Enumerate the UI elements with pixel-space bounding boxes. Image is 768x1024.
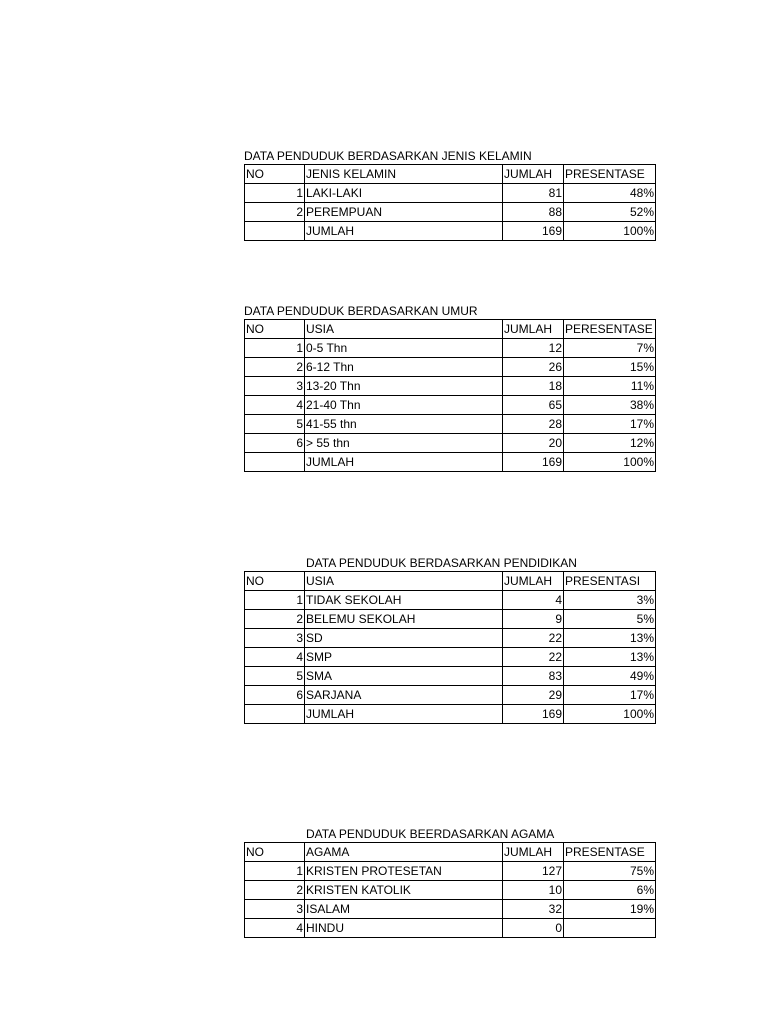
data-table [244,842,656,938]
table-cell: 2 [245,610,305,629]
data-table [244,164,656,241]
table-section-gender [244,149,655,241]
table-cell: 6% [564,881,656,900]
table-cell: SD [305,629,503,648]
table-row [245,222,656,241]
table-cell: JUMLAH [305,453,503,472]
table-cell: 2 [245,358,305,377]
table-cell: 6-12 Thn [305,358,503,377]
table-cell: 1 [245,591,305,610]
table-cell: 3 [245,629,305,648]
table-cell: SMA [305,667,503,686]
table-title: DATA PENDUDUK BERDASARKAN JENIS KELAMIN [244,149,532,163]
header-cell: USIA [305,572,503,591]
table-cell: 4 [503,591,564,610]
table-header-row [245,320,656,339]
table-cell: 2 [245,203,305,222]
table-cell: 4 [245,396,305,415]
header-cell: PRESENTASE [564,165,656,184]
data-table [244,319,656,472]
table-row [245,686,656,705]
table-row [245,705,656,724]
table-cell: 3 [245,377,305,396]
table-cell [564,919,656,938]
table-cell: 5% [564,610,656,629]
table-cell: 7% [564,339,656,358]
table-cell: 0 [503,919,564,938]
table-cell: 10 [503,881,564,900]
header-cell: JUMLAH [503,165,564,184]
table-cell: > 55 thn [305,434,503,453]
table-row [245,591,656,610]
table-cell: 1 [245,184,305,203]
table-row [245,629,656,648]
table-cell: 48% [564,184,656,203]
table-cell: 13% [564,629,656,648]
table-cell: 5 [245,415,305,434]
table-row [245,453,656,472]
table-cell: 1 [245,862,305,881]
table-cell: 5 [245,667,305,686]
table-header-row [245,843,656,862]
table-cell: 22 [503,629,564,648]
header-cell: PRESENTASI [564,572,656,591]
data-table [244,571,656,724]
header-cell: NO [245,572,305,591]
table-row [245,919,656,938]
table-cell: KRISTEN KATOLIK [305,881,503,900]
table-row [245,610,656,629]
table-section-education [244,556,655,724]
table-cell: SARJANA [305,686,503,705]
header-cell: JUMLAH [503,843,564,862]
table-cell: LAKI-LAKI [305,184,503,203]
table-cell: 2 [245,881,305,900]
table-cell: 21-40 Thn [305,396,503,415]
table-cell: KRISTEN PROTESETAN [305,862,503,881]
table-cell: 9 [503,610,564,629]
table-cell: 20 [503,434,564,453]
table-header-row [245,165,656,184]
table-cell: 127 [503,862,564,881]
table-cell: 83 [503,667,564,686]
table-cell: ISALAM [305,900,503,919]
table-title: DATA PENDUDUK BEERDASARKAN AGAMA [306,827,555,841]
table-cell: 1 [245,339,305,358]
table-row [245,900,656,919]
table-cell: PEREMPUAN [305,203,503,222]
header-cell: JUMLAH [503,572,564,591]
table-row [245,862,656,881]
table-cell: TIDAK SEKOLAH [305,591,503,610]
table-cell [245,222,305,241]
table-cell: 3% [564,591,656,610]
table-cell: HINDU [305,919,503,938]
table-cell: 19% [564,900,656,919]
table-row [245,648,656,667]
header-cell: NO [245,165,305,184]
table-title: DATA PENDUDUK BERDASARKAN UMUR [244,304,478,318]
table-cell: 22 [503,648,564,667]
header-cell: PERESENTASE [564,320,656,339]
table-cell: 49% [564,667,656,686]
table-cell [245,705,305,724]
table-cell: 81 [503,184,564,203]
table-cell: 4 [245,919,305,938]
table-row [245,415,656,434]
table-row [245,358,656,377]
table-row [245,203,656,222]
header-cell: PRESENTASE [564,843,656,862]
table-cell: 28 [503,415,564,434]
table-header-row [245,572,656,591]
table-cell: 12 [503,339,564,358]
table-cell: 169 [503,705,564,724]
table-row [245,339,656,358]
header-cell: USIA [305,320,503,339]
table-cell: 11% [564,377,656,396]
header-cell: NO [245,320,305,339]
header-cell: JUMLAH [503,320,564,339]
table-cell: 17% [564,415,656,434]
table-cell: 6 [245,434,305,453]
table-cell: 0-5 Thn [305,339,503,358]
table-cell: 65 [503,396,564,415]
table-cell: 169 [503,453,564,472]
table-cell: 32 [503,900,564,919]
table-cell: 3 [245,900,305,919]
table-cell: 6 [245,686,305,705]
table-cell: 38% [564,396,656,415]
table-row [245,396,656,415]
table-cell: 26 [503,358,564,377]
table-cell: 4 [245,648,305,667]
table-cell: SMP [305,648,503,667]
table-cell: 18 [503,377,564,396]
table-cell: 12% [564,434,656,453]
table-cell: 100% [564,453,656,472]
table-cell: 100% [564,222,656,241]
table-cell: 88 [503,203,564,222]
table-cell: 13-20 Thn [305,377,503,396]
table-cell: 52% [564,203,656,222]
table-cell: 29 [503,686,564,705]
header-cell: AGAMA [305,843,503,862]
table-row [245,434,656,453]
table-title: DATA PENDUDUK BERDASARKAN PENDIDIKAN [306,556,577,570]
table-cell: 100% [564,705,656,724]
table-cell: 15% [564,358,656,377]
table-cell: BELEMU SEKOLAH [305,610,503,629]
table-row [245,184,656,203]
table-cell [245,453,305,472]
table-section-religion [244,827,655,938]
table-cell: 75% [564,862,656,881]
table-row [245,881,656,900]
header-cell: NO [245,843,305,862]
header-cell: JENIS KELAMIN [305,165,503,184]
table-cell: 13% [564,648,656,667]
table-section-age [244,304,655,472]
table-cell: 41-55 thn [305,415,503,434]
table-cell: JUMLAH [305,222,503,241]
table-cell: 169 [503,222,564,241]
table-row [245,667,656,686]
table-cell: JUMLAH [305,705,503,724]
table-cell: 17% [564,686,656,705]
table-row [245,377,656,396]
